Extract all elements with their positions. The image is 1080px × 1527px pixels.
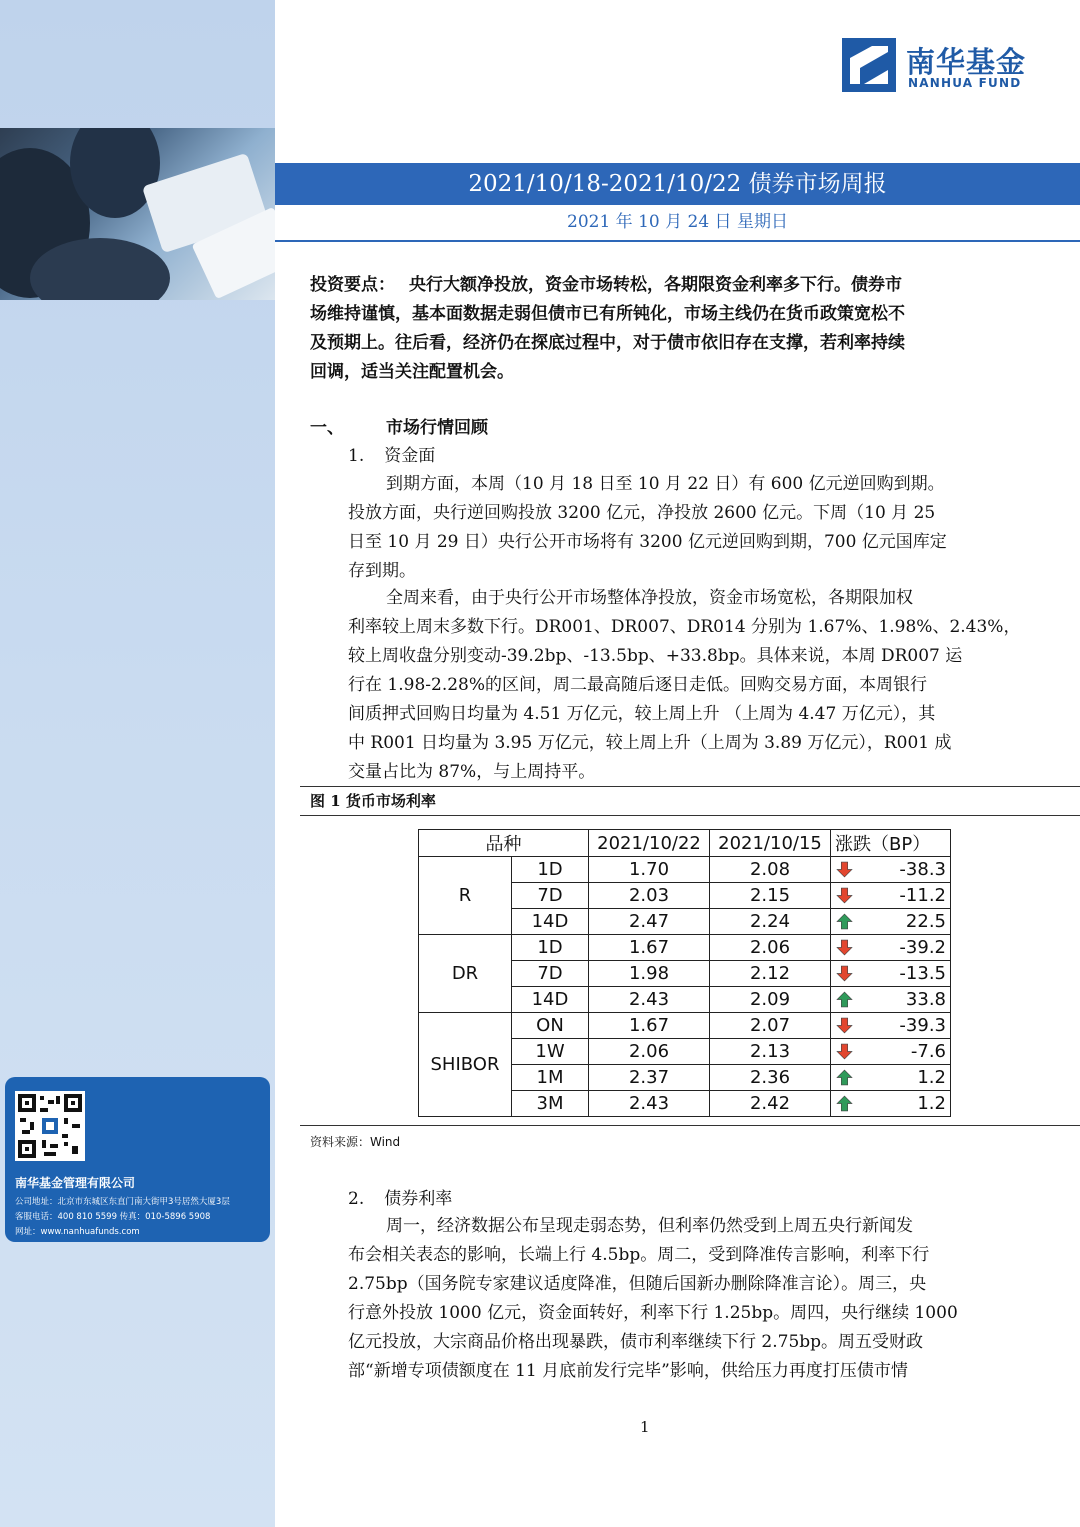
rate-term: 1D bbox=[512, 857, 589, 883]
rate-previous: 2.42 bbox=[710, 1091, 831, 1117]
title-rule bbox=[275, 240, 1080, 242]
money-market-rates-table bbox=[418, 829, 951, 1117]
arrow-down-icon bbox=[836, 939, 853, 956]
table-row bbox=[419, 1013, 951, 1039]
rate-previous: 2.12 bbox=[710, 961, 831, 987]
section-heading bbox=[310, 414, 488, 443]
paragraph-line: 较上周收盘分别变动-39.2bp、-13.5bp、+33.8bp。具体来说，本周 DR007 运 bbox=[348, 646, 963, 666]
report-date: 2021 年 10 月 24 日 星期日 bbox=[567, 212, 788, 232]
rate-change-cell bbox=[831, 935, 951, 961]
rate-change-value: -11.2 bbox=[899, 885, 946, 906]
rate-term: 7D bbox=[512, 961, 589, 987]
rate-previous: 2.06 bbox=[710, 935, 831, 961]
paragraph-line: 行在 1.98-2.28%的区间，周二最高随后逐日走低。回购交易方面，本周银行 bbox=[348, 675, 928, 695]
arrow-down-icon bbox=[836, 1043, 853, 1060]
table-row bbox=[419, 857, 951, 883]
paragraph-line: 间质押式回购日均量为 4.51 万亿元，较上周上升 （上周为 4.47 万亿元），其 bbox=[348, 704, 936, 724]
figure-caption: 图 1 货币市场利率 bbox=[310, 792, 436, 810]
business-meeting-photo bbox=[0, 128, 275, 300]
arrow-up-icon bbox=[836, 1069, 853, 1086]
rate-current: 2.03 bbox=[589, 883, 710, 909]
figure-caption-rule bbox=[300, 815, 1080, 816]
rate-term: 3M bbox=[512, 1091, 589, 1117]
rate-change-cell bbox=[831, 1013, 951, 1039]
rate-change-value: -13.5 bbox=[899, 963, 946, 984]
rate-change-value: 33.8 bbox=[905, 989, 946, 1010]
paragraph-line: 全周来看，由于央行公开市场整体净投放，资金市场宽松，各期限加权 bbox=[386, 588, 913, 608]
rate-current: 1.98 bbox=[589, 961, 710, 987]
header-variety: 品种 bbox=[419, 830, 589, 857]
summary-line: 场维持谨慎，基本面数据走弱但债市已有所钝化，市场主线仍在货币政策宽松不 bbox=[310, 304, 905, 324]
rate-previous: 2.08 bbox=[710, 857, 831, 883]
logo-name-cn: 南华基金 bbox=[906, 45, 1027, 79]
rate-term: 1M bbox=[512, 1065, 589, 1091]
header-previous-date: 2021/10/15 bbox=[710, 830, 831, 857]
paragraph-line: 布会相关表态的影响，长端上行 4.5bp。周二，受到降准传言影响，利率下行 bbox=[348, 1245, 930, 1265]
paragraph-line: 周一，经济数据公布呈现走弱态势，但利率仍然受到上周五央行新闻发 bbox=[386, 1216, 913, 1236]
summary-line: 及预期上。往后看，经济仍在探底过程中，对于债市依旧存在支撑，若利率持续 bbox=[310, 333, 905, 353]
card-company-name: 南华基金管理有限公司 bbox=[15, 1176, 136, 1190]
rate-change-cell bbox=[831, 1065, 951, 1091]
table-row bbox=[419, 935, 951, 961]
nanhua-fund-logo bbox=[842, 38, 1042, 96]
paragraph-line: 亿元投放，大宗商品价格出现暴跌，债市利率继续下行 2.75bp。周五受财政 bbox=[348, 1332, 924, 1352]
rate-change-value: 1.2 bbox=[917, 1093, 946, 1114]
rate-change-value: 1.2 bbox=[917, 1067, 946, 1088]
rate-term: 1D bbox=[512, 935, 589, 961]
subsection-title: 债券利率 bbox=[384, 1189, 453, 1209]
summary-label: 投资要点： bbox=[310, 275, 395, 295]
rate-change-cell bbox=[831, 1091, 951, 1117]
investment-summary bbox=[310, 271, 980, 387]
rate-term: ON bbox=[512, 1013, 589, 1039]
rate-term: 14D bbox=[512, 987, 589, 1013]
money-market-paragraph-2 bbox=[348, 584, 1021, 787]
rate-current: 2.43 bbox=[589, 987, 710, 1013]
rate-change-cell bbox=[831, 987, 951, 1013]
rate-term: 1W bbox=[512, 1039, 589, 1065]
rate-change-cell bbox=[831, 857, 951, 883]
card-website: 网址：www.nanhuafunds.com bbox=[15, 1227, 140, 1237]
arrow-down-icon bbox=[836, 965, 853, 982]
rate-term: 14D bbox=[512, 909, 589, 935]
subsection-title: 资金面 bbox=[384, 446, 436, 466]
card-address: 公司地址：北京市东城区东直门南大街甲3号居然大厦3层 bbox=[15, 1197, 230, 1207]
rate-change-cell bbox=[831, 961, 951, 987]
paragraph-line: 存到期。 bbox=[348, 561, 416, 581]
rate-previous: 2.07 bbox=[710, 1013, 831, 1039]
page-number: 1 bbox=[640, 1418, 650, 1436]
rate-current: 2.43 bbox=[589, 1091, 710, 1117]
rate-previous: 2.15 bbox=[710, 883, 831, 909]
subsection-number: 1. bbox=[348, 446, 365, 466]
summary-line: 回调，适当关注配置机会。 bbox=[310, 362, 514, 382]
rate-change-value: -39.2 bbox=[899, 937, 946, 958]
arrow-up-icon bbox=[836, 1095, 853, 1112]
section-number: 一、 bbox=[310, 418, 344, 438]
rate-change-value: -39.3 bbox=[899, 1015, 946, 1036]
header-change: 涨跌（BP） bbox=[831, 830, 951, 857]
table-header-row bbox=[419, 830, 951, 857]
rate-change-cell bbox=[831, 1039, 951, 1065]
arrow-down-icon bbox=[836, 887, 853, 904]
logo-name-en: NANHUA FUND bbox=[908, 76, 1022, 90]
rate-change-value: -38.3 bbox=[899, 859, 946, 880]
rate-change-cell bbox=[831, 883, 951, 909]
rate-current: 2.37 bbox=[589, 1065, 710, 1091]
paragraph-line: 行意外投放 1000 亿元，资金面转好，利率下行 1.25bp。周四，央行继续 1000 bbox=[348, 1303, 958, 1323]
bond-rates-paragraph bbox=[348, 1212, 978, 1386]
rate-group-name: SHIBOR bbox=[419, 1013, 512, 1117]
rate-group-name: R bbox=[419, 857, 512, 935]
rate-previous: 2.09 bbox=[710, 987, 831, 1013]
report-title: 2021/10/18-2021/10/22 债券市场周报 bbox=[275, 163, 1080, 205]
arrow-down-icon bbox=[836, 1017, 853, 1034]
paragraph-line: 利率较上周末多数下行。DR001、DR007、DR014 分别为 1.67%、1.98%、2.43%， bbox=[348, 617, 1021, 637]
rate-change-value: 22.5 bbox=[905, 911, 946, 932]
rate-change-value: -7.6 bbox=[910, 1041, 946, 1062]
paragraph-line: 到期方面，本周（10 月 18 日至 10 月 22 日）有 600 亿元逆回购到期。 bbox=[386, 474, 945, 494]
rate-current: 1.67 bbox=[589, 1013, 710, 1039]
rate-change-cell bbox=[831, 909, 951, 935]
rate-current: 1.67 bbox=[589, 935, 710, 961]
subsection-number: 2. bbox=[348, 1189, 365, 1209]
paragraph-line: 部“新增专项债额度在 11 月底前发行完毕”影响，供给压力再度打压债市情 bbox=[348, 1361, 908, 1381]
arrow-down-icon bbox=[836, 861, 853, 878]
rate-previous: 2.24 bbox=[710, 909, 831, 935]
figure-source: 资料来源：Wind bbox=[310, 1135, 401, 1149]
figure-bottom-rule bbox=[300, 1125, 1080, 1126]
rate-current: 2.06 bbox=[589, 1039, 710, 1065]
money-market-paragraph-1 bbox=[348, 470, 978, 586]
logo-mark-icon bbox=[842, 38, 896, 92]
paragraph-line: 2.75bp（国务院专家建议适度降准，但随后国新办删除降准言论）。周三，央 bbox=[348, 1274, 927, 1294]
paragraph-line: 日至 10 月 29 日）央行公开市场将有 3200 亿元逆回购到期，700 亿元国库定 bbox=[348, 532, 947, 552]
rate-current: 2.47 bbox=[589, 909, 710, 935]
header-current-date: 2021/10/22 bbox=[589, 830, 710, 857]
arrow-up-icon bbox=[836, 913, 853, 930]
qr-code-icon bbox=[15, 1091, 85, 1161]
paragraph-line: 中 R001 日均量为 3.95 万亿元，较上周上升（上周为 3.89 万亿元），R001 成 bbox=[348, 733, 952, 753]
rate-previous: 2.36 bbox=[710, 1065, 831, 1091]
arrow-up-icon bbox=[836, 991, 853, 1008]
figure-top-rule bbox=[300, 786, 1080, 787]
subsection-heading bbox=[348, 442, 435, 471]
summary-line: 央行大额净投放，资金市场转松，各期限资金利率多下行。债券市 bbox=[409, 275, 902, 295]
card-phone: 客服电话：400 810 5599 传真：010-5896 5908 bbox=[15, 1212, 211, 1222]
section-title: 市场行情回顾 bbox=[386, 418, 488, 438]
subsection-heading bbox=[348, 1185, 452, 1214]
rate-previous: 2.13 bbox=[710, 1039, 831, 1065]
paragraph-line: 投放方面，央行逆回购投放 3200 亿元，净投放 2600 亿元。下周（10 月 25 bbox=[348, 503, 936, 523]
paragraph-line: 交量占比为 87%，与上周持平。 bbox=[348, 762, 596, 782]
rate-group-name: DR bbox=[419, 935, 512, 1013]
contact-card bbox=[5, 1077, 270, 1242]
rate-term: 7D bbox=[512, 883, 589, 909]
rate-current: 1.70 bbox=[589, 857, 710, 883]
